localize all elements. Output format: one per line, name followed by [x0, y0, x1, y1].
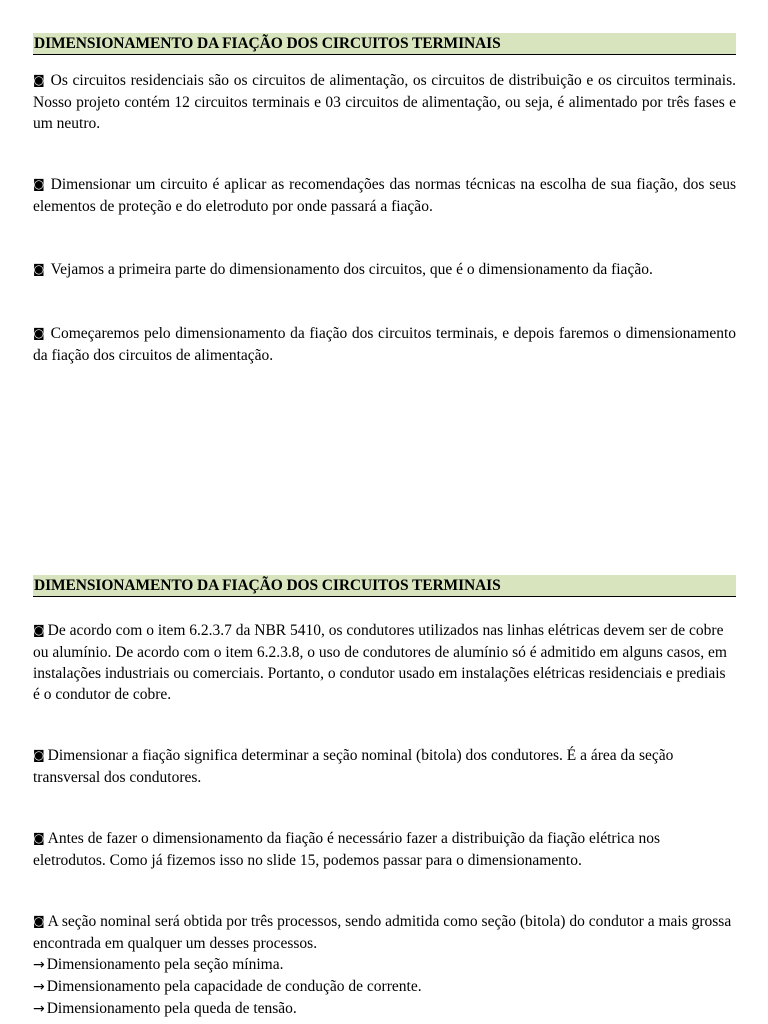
bullet-icon: ◙ — [33, 831, 45, 845]
paragraph-text: De acordo com o item 6.2.3.7 da NBR 5410, os condutores utilizados nas linhas elétricas devem ser de cobre ou alumínio. De acordo com o item 6.2.3.8, o uso de condutores de alumínio só é admitido em alguns casos, em instalações industriais ou comerciais. Portanto, o condutor usado em instalações elétricas residenciais e prediais é o condutor de cobre. — [33, 622, 727, 703]
slide-2-paragraph-4 — [33, 911, 736, 954]
method-item — [33, 998, 736, 1020]
slide-1-paragraph-4 — [33, 323, 736, 366]
method-text: Dimensionamento pela seção mínima. — [46, 956, 284, 973]
bullet-icon: ◙ — [33, 262, 45, 276]
method-text: Dimensionamento pela queda de tensão. — [46, 1000, 297, 1017]
paragraph-text: A seção nominal será obtida por três processos, sendo admitida como seção (bitola) do condutor a mais grossa encontrada em qualquer um desses processos. — [33, 913, 732, 952]
method-item — [33, 954, 736, 976]
slide-1-paragraph-1 — [33, 70, 736, 134]
arrow-right-icon: → — [33, 957, 45, 973]
paragraph-text: Começaremos pelo dimensionamento da fiação dos circuitos terminais, e depois faremos o dimensionamento da fiação dos circuitos de alimentação. — [33, 325, 736, 364]
bullet-icon: ◙ — [33, 326, 45, 340]
paragraph-text: Vejamos a primeira parte do dimensionamento dos circuitos, que é o dimensionamento da fiação. — [50, 261, 653, 278]
arrow-right-icon: → — [33, 979, 45, 995]
paragraph-text: Os circuitos residenciais são os circuitos de alimentação, os circuitos de distribuição e os circuitos terminais. Nosso projeto contém 12 circuitos terminais e 03 circuitos de alimentação, ou seja, é alimentado por três fases e um neutro. — [33, 72, 736, 132]
slide-1-title: DIMENSIONAMENTO DA FIAÇÃO DOS CIRCUITOS TERMINAIS — [33, 33, 736, 55]
method-item — [33, 976, 736, 998]
paragraph-text: Dimensionar um circuito é aplicar as recomendações das normas técnicas na escolha de sua fiação, dos seus elementos de proteção e do eletroduto por onde passará a fiação. — [33, 176, 736, 215]
bullet-icon: ◙ — [33, 748, 45, 762]
slide-2-paragraph-2 — [33, 745, 736, 788]
slide-1-paragraph-2 — [33, 174, 736, 217]
slide-1 — [33, 33, 736, 366]
bullet-icon: ◙ — [33, 623, 45, 637]
method-text: Dimensionamento pela capacidade de condução de corrente. — [46, 978, 422, 995]
bullet-icon: ◙ — [33, 177, 45, 191]
slide-2-paragraph-3 — [33, 828, 736, 871]
paragraph-text: Antes de fazer o dimensionamento da fiação é necessário fazer a distribuição da fiação elétrica nos eletrodutos. Como já fizemos isso no slide 15, podemos passar para o dimensionamento. — [33, 830, 661, 869]
bullet-icon: ◙ — [33, 73, 45, 87]
paragraph-text: Dimensionar a fiação significa determinar a seção nominal (bitola) dos condutores. É a área da seção transversal dos condutores. — [33, 747, 674, 786]
bullet-icon: ◙ — [33, 914, 45, 928]
slide-1-paragraph-3 — [33, 259, 736, 281]
slide-2-title: DIMENSIONAMENTO DA FIAÇÃO DOS CIRCUITOS TERMINAIS — [33, 575, 736, 597]
arrow-right-icon: → — [33, 1001, 45, 1017]
slide-2 — [33, 575, 736, 1020]
slide-2-paragraph-1 — [33, 620, 736, 705]
